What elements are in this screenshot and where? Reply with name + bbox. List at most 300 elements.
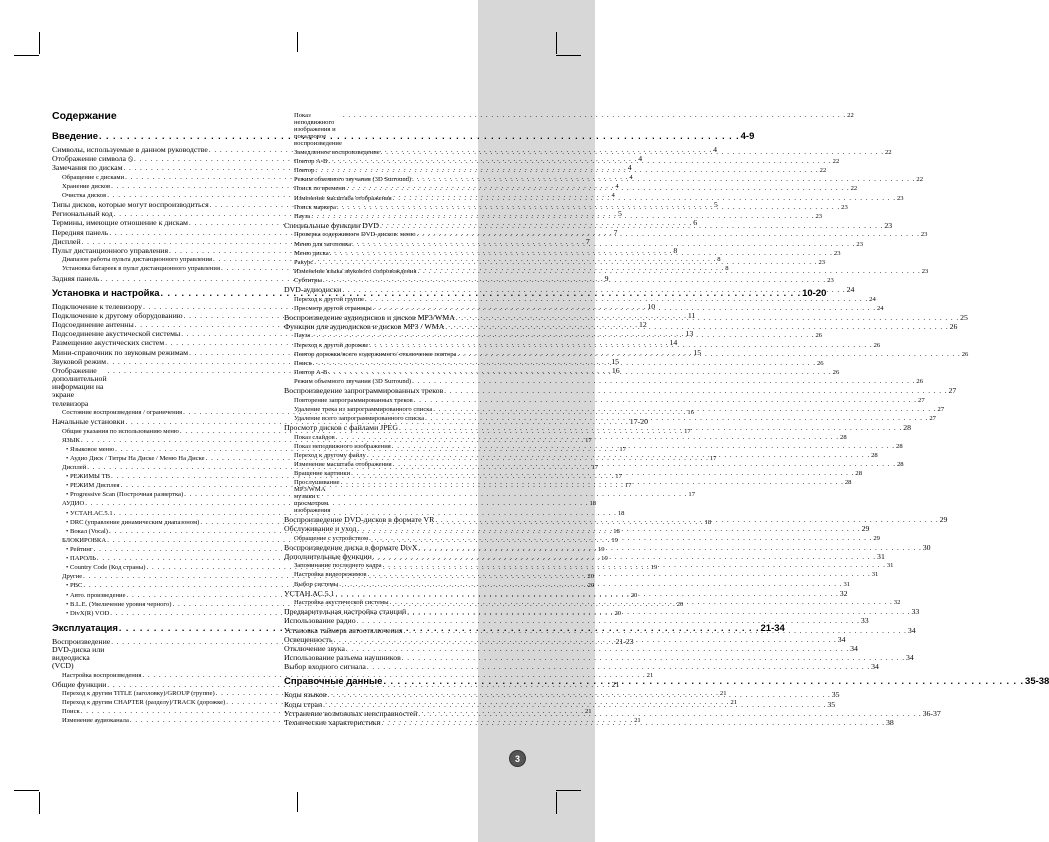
toc-leader-dots [425, 415, 928, 422]
crop-mark-top-left-v [39, 32, 40, 54]
toc-leader-dots [444, 388, 947, 395]
toc-page-number: 22 [832, 158, 840, 166]
toc-page-number: 35 [827, 699, 836, 709]
toc-entry-text: Повтор A-B [294, 368, 328, 376]
toc-entry-text: Отображение символа ⦸ [52, 154, 134, 164]
toc-entry-text: Поиск маркера [294, 203, 336, 211]
toc-entry-text: Воспроизведение DVD-дисков в формате VR [284, 514, 435, 524]
toc-leader-dots [382, 717, 885, 727]
toc-entry[interactable] [284, 616, 869, 626]
toc-entry-text: • Авто. произведение [66, 591, 126, 599]
toc-entry-text: Дополнительные функции [284, 551, 372, 561]
toc-entry-text: Ракурс [294, 258, 314, 266]
toc-entry-text: Задняя панель [52, 273, 100, 283]
toc-entry-text: Переход к другой дорожке [294, 341, 369, 349]
toc-entry[interactable] [284, 276, 834, 285]
toc-page-number: 22 [850, 185, 858, 193]
toc-page-number: 24 [877, 304, 884, 312]
toc-entry-text: Меню диска [294, 249, 329, 257]
toc-page-number: 22 [847, 112, 854, 120]
toc-entry[interactable] [52, 482, 632, 490]
toc-leader-dots [328, 365, 831, 376]
toc-page-number: 19 [601, 555, 608, 563]
toc-entry-text: Коды стран [284, 699, 323, 709]
toc-leader-dots [335, 591, 838, 598]
toc-entry-text: Просмотр дисков с файлами JPEG [284, 422, 398, 432]
toc-page-number: 34 [837, 634, 846, 644]
toc-leader-dots [445, 324, 948, 331]
toc-entry-text: • УСТАН.АС.5.1 [66, 509, 113, 517]
toc-entry-text: DVD-аудиодиски [284, 285, 342, 295]
toc-entry-text: Повторение запрограммированных треков [294, 396, 413, 404]
toc-page-number: 28 [896, 460, 904, 468]
toc-page-number: 34 [871, 662, 879, 672]
toc-page-number: 4 [638, 154, 643, 164]
toc-entry-text: • РЕЖИМ Дисплея [66, 482, 120, 490]
toc-entry[interactable] [284, 258, 826, 267]
toc-entry[interactable] [52, 491, 696, 499]
toc-entry-text: Изменение аудиоканала [62, 717, 129, 725]
toc-leader-dots [313, 356, 816, 367]
toc-entry-text: Изменение масштаба отображения [294, 194, 392, 202]
toc-leader-dots [369, 342, 872, 349]
toc-page-number: 20 [676, 600, 684, 608]
toc-entry-text: • Рейтинг [66, 545, 93, 553]
toc-page-number: 21 [634, 717, 641, 725]
toc-page-number: 33 [860, 616, 869, 626]
toc-entry-text: Общие указания по использованию меню [62, 427, 179, 435]
toc-leader-dots [381, 149, 884, 156]
toc-entry-text: Дисплей [62, 463, 87, 471]
toc-entry-text: Выбор входного сигнала [284, 662, 366, 672]
toc-leader-dots [328, 692, 831, 699]
toc-page-number: 19 [650, 564, 658, 572]
toc-leader-dots [414, 397, 917, 404]
toc-entry-text: Другие [62, 573, 83, 581]
toc-entry-text: Вращение картинки [294, 469, 351, 477]
toc-page-number: 10 [647, 301, 656, 311]
toc-page-number: 23 [896, 194, 904, 202]
toc-leader-dots [402, 655, 905, 662]
toc-entry-text: Пульт дистанционного управления [52, 245, 169, 255]
toc-entry-text: УСТАН.АС.5.1 [284, 588, 335, 598]
toc-leader-dots [352, 241, 855, 248]
toc-entry-text: Справочные данные [284, 676, 383, 688]
toc-leader-dots [341, 479, 844, 486]
toc-page-number: 23 [841, 203, 848, 211]
toc-page-number: 33 [911, 607, 920, 617]
toc-page-number: 34 [907, 625, 916, 635]
toc-title: Содержание [52, 110, 117, 122]
toc-page-number: 34 [850, 643, 858, 653]
toc-entry-text: Отключение звука [284, 643, 345, 653]
toc-entry-text: Повтор дорожки/всего содержимого/ отключение повтора [294, 350, 457, 358]
toc-entry-text: Предварительная настройка станций [284, 607, 407, 617]
crop-mark-top-right [556, 55, 581, 56]
toc-page-number: 20 [587, 582, 595, 590]
toc-entry[interactable] [284, 231, 928, 239]
toc-leader-dots [336, 434, 839, 441]
toc-page-number: 28 [840, 433, 847, 441]
toc-page-number: 18 [589, 500, 597, 508]
toc-entry-text: • B.L.E. (Увеличение уровня черного) [66, 600, 172, 608]
toc-entry-text: АУДИО [62, 500, 85, 508]
toc-page-number: 4 [627, 163, 632, 173]
toc-page-number: 7 [585, 236, 590, 246]
toc-entry-text: Подсоединение антенны [52, 320, 134, 330]
toc-page-number: 26 [815, 332, 823, 340]
toc-page-number: 6 [693, 218, 698, 228]
toc-entry[interactable] [284, 396, 925, 405]
toc-page-number: 16 [687, 408, 695, 416]
toc-leader-dots [314, 256, 817, 266]
toc-page-number: 18 [617, 509, 625, 517]
toc-leader-dots [346, 182, 849, 192]
toc-page-number: 17 [619, 445, 626, 453]
toc-leader-dots [456, 315, 959, 322]
toc-entry-text: Обращение с устройством [294, 534, 369, 542]
toc-page-number: 9 [604, 273, 609, 283]
toc-page-number: 26 [961, 350, 969, 358]
toc-leader-dots [412, 378, 915, 385]
toc-leader-dots [418, 265, 921, 275]
toc-entry[interactable] [284, 203, 848, 212]
toc-leader-dots [323, 273, 826, 284]
toc-entry-text: Переход к другой группе [294, 295, 364, 303]
toc-entry[interactable] [284, 167, 827, 175]
toc-page-number: 22 [884, 148, 892, 156]
toc-page-number: 28 [871, 451, 878, 459]
toc-entry[interactable] [284, 386, 957, 396]
toc-entry-text: Размещение акустических систем [52, 338, 165, 348]
toc-entry-text: Установка и настройка [52, 287, 160, 299]
toc-leader-dots [315, 167, 818, 174]
toc-entry[interactable] [284, 249, 841, 258]
crop-mark-bottom-mid [297, 792, 298, 812]
toc-leader-dots [367, 452, 870, 459]
toc-section-heading[interactable] [52, 131, 755, 142]
toc-entry-text: Региональный код [52, 209, 113, 219]
toc-page-number: 21 [646, 671, 654, 679]
toc-entry-text: • DRC (управление динамическим диапазоном) [66, 518, 200, 526]
toc-page-number: 27 [948, 386, 957, 396]
toc-leader-dots [373, 554, 876, 561]
toc-entry-text: Использование радио [284, 616, 356, 626]
toc-entry-text: Использование разъема наушников [284, 652, 401, 662]
toc-entry[interactable] [284, 378, 923, 386]
toc-entry-text: • Вокал (Vocal) [66, 527, 108, 535]
toc-leader-dots [383, 562, 886, 569]
toc-page-number: 24 [846, 285, 855, 295]
toc-page-number: 17 [615, 473, 622, 481]
toc-page-number: 22 [916, 176, 923, 184]
toc-entry-text: Субтитры [294, 276, 322, 284]
toc-entry-text: Режим объемного звучания (3D Surround) [294, 176, 412, 184]
toc-entry-text: Обслуживание и уход [284, 524, 357, 533]
toc-page-number: 28 [855, 469, 863, 477]
page-number-badge: 3 [509, 750, 526, 767]
toc-entry-text: • ПАРОЛЬ [66, 555, 96, 563]
toc-page-number: 20 [614, 609, 622, 617]
toc-entry-text: Воспроизведение DVD-диска или видеодиска (VCD) [52, 636, 111, 671]
toc-leader-dots [380, 223, 883, 230]
toc-entry-text: Повтор [294, 167, 315, 175]
toc-page-number: 4 [629, 173, 633, 181]
toc-entry[interactable] [284, 240, 863, 249]
toc-leader-dots [404, 628, 907, 635]
toc-entry[interactable] [284, 148, 892, 157]
toc-page-number: 28 [844, 479, 852, 487]
toc-entry[interactable] [284, 643, 858, 653]
toc-entry-text: Поиск по времени [294, 185, 346, 193]
toc-leader-dots [351, 470, 854, 477]
toc-entry[interactable] [284, 212, 823, 221]
toc-page-number: 29 [873, 534, 880, 542]
toc-entry[interactable] [284, 220, 893, 230]
toc-leader-dots [367, 664, 870, 671]
toc-entry-text: Отображение дополнительной информации на экране телевизора [52, 365, 107, 408]
toc-entry-text: Звуковой режим [52, 356, 107, 366]
toc-page-number: 19 [597, 545, 605, 553]
toc-page-number: 23 [856, 240, 863, 248]
toc-page-number: 21 [584, 708, 592, 716]
toc-page-number: 29 [861, 524, 870, 533]
toc-page-number: 36-37 [922, 708, 941, 718]
toc-page-number: 5 [617, 209, 622, 219]
toc-page-number: 23 [833, 249, 841, 257]
toc-leader-dots [337, 204, 840, 211]
toc-page-number: 21-23 [615, 636, 634, 646]
toc-page-number: 29 [939, 514, 948, 524]
toc-entry-text: Установка батареек в пульт дистанционного управления [62, 265, 220, 273]
toc-entry-text: Подключение к телевизору [52, 301, 143, 311]
toc-page-number: 17 [591, 463, 599, 471]
toc-entry-text: Настройка воспроизведения [62, 671, 142, 679]
toc-leader-dots [393, 461, 896, 468]
toc-entry-text: Запоминание последнего кадра [294, 562, 382, 570]
toc-page-number: 17 [709, 454, 717, 462]
toc-leader-dots [342, 287, 845, 294]
toc-entry[interactable] [52, 500, 597, 508]
toc-entry-text: • Country Code (Код страны) [66, 564, 146, 572]
toc-page-number: 31 [843, 580, 851, 588]
toc-entry-text: Изменение масштаба отображения [294, 460, 392, 468]
toc-entry-text: Символы, используемые в данном руководстве [52, 144, 208, 154]
toc-page-number: 8 [717, 256, 721, 264]
toc-leader-dots [365, 296, 868, 303]
toc-entry-text: Пауза [294, 212, 311, 220]
toc-leader-dots [417, 227, 920, 238]
toc-page-number: 24 [869, 295, 876, 303]
toc-page-number: 25 [960, 312, 968, 322]
toc-page-number: 23 [815, 212, 823, 220]
toc-entry-text: Типы дисков, которые могут воспроизводиться [52, 200, 209, 210]
toc-page-number: 16 [611, 365, 620, 375]
toc-page-number: 26 [949, 321, 958, 331]
toc-page-number: 7 [613, 227, 618, 237]
toc-page-number: 21 [611, 679, 620, 689]
toc-entry[interactable] [52, 671, 654, 680]
toc-page-number: 31 [877, 551, 885, 561]
toc-page-number: 31 [886, 562, 894, 570]
toc-entry-text: Воспроизведение запрограммированных треков [284, 386, 444, 396]
toc-entry[interactable] [52, 509, 625, 518]
toc-entry-text: Переход к другому файлу [294, 451, 366, 459]
toc-entry-text: Меню для заголовка [294, 240, 352, 248]
toc-leader-dots [399, 425, 902, 432]
crop-mark-top-right-v [556, 32, 557, 54]
toc-page-number: 28 [896, 442, 903, 450]
toc-entry[interactable] [284, 158, 840, 166]
toc-entry-text: Переход к другим CHAPTER (разделу)/TRACK (дорожке) [62, 699, 226, 707]
crop-mark-bottom-left [14, 790, 39, 791]
toc-entry-text: Общие функции [52, 679, 107, 689]
toc-entry-text: Установка таймера автоотключения [284, 625, 403, 635]
toc-page-number: 18 [704, 518, 712, 526]
toc-entry-text: • Языковое меню [66, 445, 115, 453]
toc-page-number: 38 [885, 717, 894, 727]
toc-entry-text: Настройка акустической системы [294, 599, 389, 607]
toc-entry[interactable] [284, 662, 879, 672]
toc-page-number: 26 [816, 359, 824, 367]
crop-mark-bottom-right [556, 790, 581, 791]
toc-page-number: 4 [615, 182, 619, 190]
toc-entry-text: Изменение языка звукового сопровождения [294, 267, 417, 275]
toc-leader-dots [412, 173, 915, 183]
toc-page-number: 27 [929, 414, 936, 422]
toc-entry-text: Введение [52, 131, 99, 142]
toc-entry[interactable] [284, 295, 876, 304]
toc-page-number: 15 [693, 347, 702, 357]
toc-entry-text: ЯЗЫК [62, 436, 80, 444]
toc-entry-text: Повтор A-B [294, 158, 328, 166]
toc-page-number: 12 [638, 320, 647, 330]
toc-entry[interactable] [284, 185, 858, 193]
toc-page-number: 13 [685, 329, 694, 339]
toc-entry[interactable] [284, 267, 929, 276]
toc-page-number: 23 [921, 267, 929, 275]
toc-page-number: 11 [687, 311, 696, 321]
toc-page-number: 34 [906, 652, 914, 662]
toc-leader-dots [311, 213, 814, 220]
toc-leader-dots [392, 443, 895, 450]
crop-mark-top-left [14, 55, 39, 56]
toc-entry-text: • Progressive Scan (Построчная развертка) [66, 491, 184, 499]
toc-entry-text: • DivX(R) VOD [66, 609, 110, 617]
toc-entry-text: Специальные функции DVD [284, 220, 380, 230]
toc-entry-text: Хранение дисков [62, 182, 111, 190]
toc-page-number: 14 [669, 338, 678, 348]
toc-page-number: 27 [918, 396, 925, 404]
toc-entry-text: Показ слайдов [294, 433, 335, 441]
toc-page-number: 10-20 [802, 287, 827, 299]
toc-leader-dots [407, 609, 910, 616]
toc-entry-text: Удаление трека из запрограммированного списка [294, 405, 433, 413]
crop-mark-top-mid [297, 32, 298, 52]
toc-page-number: 21-34 [760, 622, 785, 634]
toc-leader-dots [418, 545, 921, 552]
toc-page-number: 30 [922, 542, 931, 552]
toc-page-number: 20 [587, 573, 595, 581]
crop-mark-bottom-left-v [39, 792, 40, 814]
toc-entry-text: Коды языков [284, 690, 327, 700]
toc-entry-text: Переход к другим TITLE (заголовку)/GROUP (группе) [62, 690, 215, 698]
toc-page-number: 18 [613, 527, 620, 535]
toc-page-number: 19 [611, 536, 618, 544]
toc-page-number: 4 [611, 192, 615, 199]
toc-leader-dots [346, 646, 849, 653]
toc-page-number: 23 [884, 220, 893, 230]
toc-entry-text: Состояние воспроизведения / ограничения [62, 408, 183, 416]
toc-leader-dots [311, 329, 814, 339]
toc-page-number: 8 [725, 265, 729, 273]
toc-entry-text: Поиск [62, 708, 80, 716]
toc-page-number: 35 [831, 690, 840, 700]
toc-page-number: 26 [873, 341, 881, 349]
toc-page-number: 21 [719, 690, 727, 698]
toc-leader-dots [357, 618, 860, 625]
toc-entry-text: Пауза [294, 332, 311, 340]
toc-leader-dots [334, 637, 837, 644]
toc-leader-dots [383, 677, 1024, 686]
toc-entry[interactable] [284, 194, 904, 203]
toc-entry-text: Показ неподвижного изображения [294, 442, 391, 450]
toc-page-number: 17 [684, 427, 691, 435]
toc-entry-text: Поиск [294, 359, 312, 367]
toc-entry-text: Термины, имеющие отношение к дискам [52, 218, 188, 228]
toc-page-number: 35-38 [1025, 676, 1049, 688]
toc-entry-text: Удаление всего запрограммированного списка [294, 414, 425, 422]
toc-entry-text: Мини-справочник по звуковым режимам [52, 347, 189, 357]
toc-entry-text: Настройка видеорежимов [294, 571, 367, 579]
toc-page-number: 8 [673, 245, 678, 255]
toc-leader-dots [433, 406, 936, 413]
toc-entry-text: Показ неподвижного изображения и покадровое воспроизведение [294, 112, 342, 147]
toc-leader-dots [418, 708, 921, 718]
crop-mark-bottom-right-v [556, 792, 557, 814]
toc-entry-text: Начальные установки [52, 417, 125, 427]
toc-page-number: 4-9 [740, 131, 755, 142]
toc-entry-text: Замедленное воспроизведение [294, 148, 380, 156]
toc-page-number: 26 [832, 368, 840, 376]
toc-entry-text: Просмотр другой страницы [294, 304, 372, 312]
toc-entry[interactable] [284, 176, 923, 184]
toc-entry-text: Замечания по дискам [52, 163, 123, 173]
toc-entry-text: • Аудио Диск / Титры На Диске / Меню На Диске [66, 454, 205, 462]
toc-entry-text: Режим объемного звучания (3D Surround) [294, 378, 412, 386]
toc-page-number: 17 [688, 491, 696, 499]
toc-entry-text: Освещенность [284, 634, 333, 644]
toc-entry-text: Прослушивание MP3/WMA музыки с просмотром изображения [294, 479, 340, 514]
toc-page-number: 15 [611, 356, 620, 366]
toc-page-number: 28 [903, 422, 911, 432]
toc-page-number: 32 [893, 599, 901, 607]
toc-page-number: 5 [713, 200, 718, 210]
toc-leader-dots [328, 158, 831, 165]
toc-entry-text: Диапазон работы пульта дистанционного управления [62, 256, 213, 264]
toc-leader-dots [368, 571, 871, 578]
toc-leader-dots [373, 301, 876, 312]
toc-leader-dots [457, 347, 960, 358]
toc-page-number: 27 [937, 405, 945, 413]
toc-page-number: 17 [624, 482, 632, 490]
toc-entry[interactable] [284, 652, 914, 662]
toc-page-number: 32 [839, 588, 848, 598]
toc-page-number: 23 [818, 258, 826, 266]
toc-entry-text: Дисплей [52, 236, 81, 246]
toc-leader-dots [323, 699, 826, 709]
toc-entry-text: Воспроизведение диска в формате DivX [284, 542, 418, 552]
